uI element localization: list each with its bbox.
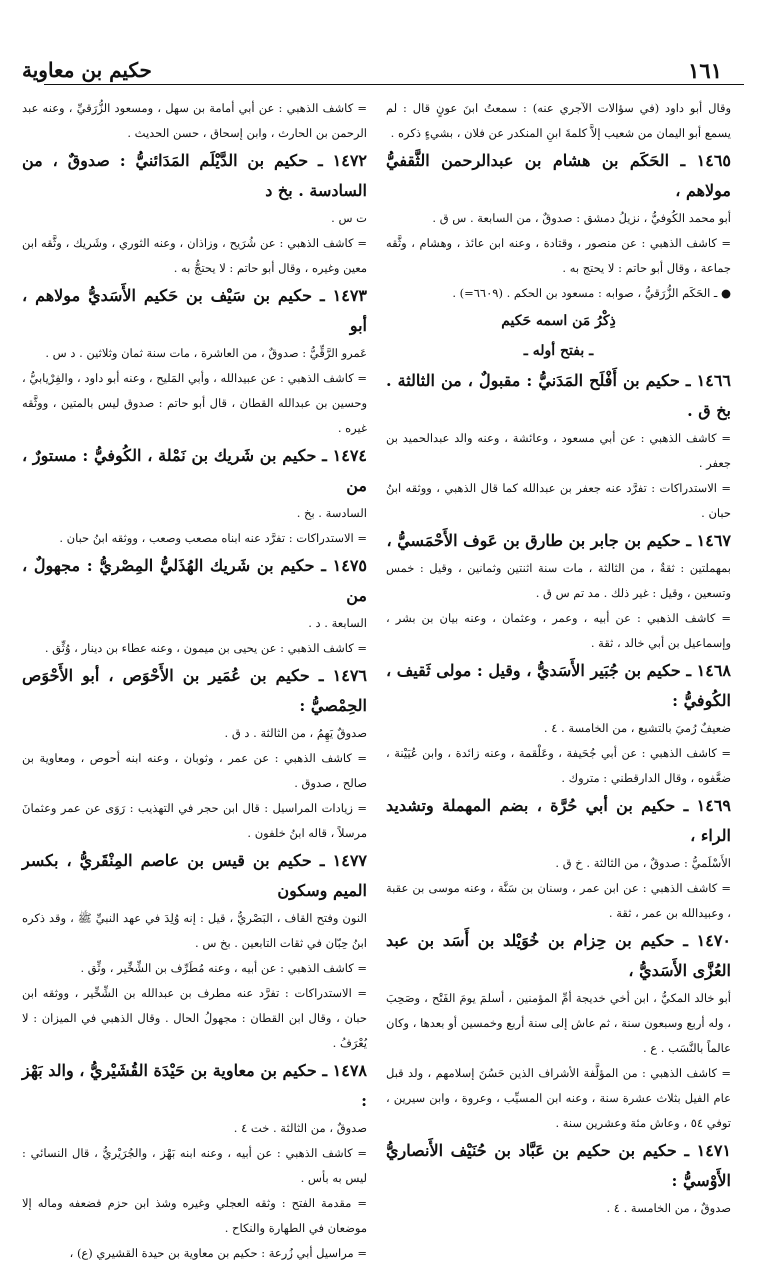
entry-text: وقال أبو داود (في سؤالات الآجري عنه) : سمعتُ ابنَ عونٍ قال : لم يسمع أبو اليمان من شعيب إلاَّ كلمةَ ابنِ المنكدر عن فلان ، بشيءٍ ذكره .	[386, 101, 731, 140]
entry-heading: ١٤٧٨ ـ حكيم بن معاوية بن حَيْدَة القُشَيْريُّ ، والد بَهْز :	[22, 1061, 367, 1110]
entry-text: صدوقٌ ، من الثالثة . خت ٤ .	[233, 1121, 367, 1135]
entry-heading: ١٤٦٧ ـ حكيم بن جابر بن طارق بن عَوف الأَحْمَسيُّ ،	[386, 531, 731, 550]
entry-heading: ١٤٧٥ ـ حكيم بن شَريك الهُذَليُّ المِصْريُّ : مجهولٌ ، من	[22, 556, 367, 605]
entry-heading: ١٤٦٩ ـ حكيم بن أبي حُرَّة ، بضم المهملة وتشديد الراء ،	[386, 796, 731, 845]
entry-text: ت س .	[331, 211, 367, 225]
entry-heading: ١٤٧٣ ـ حكيم بن سَيْف بن حَكيم الأَسَديُّ مولاهم ، أبو	[22, 286, 367, 335]
running-title: حكيم بن معاوية	[22, 58, 152, 82]
entry-text: = الاستدراكات : تفرَّد عنه ابناه مصعب وصعب ، ووثقه ابنُ حبان .	[59, 531, 367, 545]
entry-heading: ١٤٦٥ ـ الحَكَم بن هشام بن عبدالرحمن الثَّقفيُّ مولاهم ،	[386, 151, 731, 200]
entry-heading: ١٤٧٢ ـ حكيم بن الدَّيْلَم المَدَائنيُّ : صدوقٌ ، من السادسة . بخ د	[22, 151, 367, 200]
left-column	[22, 96, 367, 1266]
entry-text: = كاشف الذهبي : عن أبي مسعود ، وعائشة ، وعنه والد عبدالحميد بن جعفر .	[386, 431, 731, 470]
entry-text: النون وفتح القاف ، البَصْريُّ ، قيل : إنه وُلِدَ في عهد النبيِّ ﷺ ، وقد ذكره ابنُ حِبّان في ثقات التابعين . بخ س .	[22, 911, 367, 950]
entry-text: = كاشف الذهبي : عن أبيه ، وعنه ابنه بَهْز ، والجُرَيْريُّ ، قال النسائي : ليس به بأس .	[22, 1146, 367, 1185]
entry-text: صدوقٌ يَهِمُ ، من الثالثة . د ق .	[224, 726, 367, 740]
entry-text: السابعة . د .	[308, 616, 367, 630]
entry-text: = كاشف الذهبي : عن منصور ، وقتادة ، وعنه ابن عائذ ، وهشام ، وثَّقه جماعة ، وقال أبو حاتم : لا يحتج به .	[386, 236, 731, 275]
entry-text: = الاستدراكات : تفرَّد عنه جعفر بن عبدالله كما قال الذهبي ، ووثقه ابنُ حبان .	[386, 481, 731, 520]
header-rule	[44, 84, 744, 85]
entry-text: الأَسْلَميُّ : صدوقٌ ، من الثالثة . خ ق .	[555, 856, 731, 870]
entry-text: ● ـ الحَكَم الزُّرَقيُّ ، صوابه : مسعود بن الحكم . (٦٦٠٩=) .	[452, 286, 731, 300]
entry-text: = زيادات المراسيل : قال ابن حجر في التهذيب : رَوَى عن عمر وعثمانَ مرسلاً ، قاله ابنُ خلفون .	[22, 801, 367, 840]
entry-text: أبو خالد المكيُّ ، ابن أخي خديجة أمِّ المؤمنين ، أسلمَ يومَ الفَتْح ، وصَحِبَ ، وله أربع وسبعون سنة ، ثم عاش إلى سنة أربع وخمسين أو بعدها ، وكان عالماً بالنَّسَب . ع .	[386, 991, 731, 1055]
entry-text: = الاستدراكات : تفرَّد عنه مطرف بن عبدالله بن الشِّخِّير ، ووثقه ابن حبان ، وقال ابن القطان : مجهولُ الحال . وقال الذهبي في الميزان : لا يُعْرَفُ .	[22, 986, 367, 1050]
entry-text: عَمرو الرَّقِّيُّ : صدوقٌ ، من العاشرة ، مات سنة ثمان وثلاثين . د س .	[45, 346, 367, 360]
entry-text: = كاشف الذهبي : عن عمر ، وثوبان ، وعنه ابنه أحوص ، ومعاوية بن صالح ، صدوق .	[22, 751, 367, 790]
section-title: ذِكْرُ مَن اسمه حَكيم	[501, 313, 616, 329]
entry-text: أبو محمد الكُوفيُّ ، نزيلُ دمشق : صدوقٌ ، من السابعة . س ق .	[432, 211, 731, 225]
entry-text: بمهملتين : ثقةٌ ، من الثالثة ، مات سنة اثنتين وثمانين ، وقيل : خمس وتسعين ، وقيل : غير ذلك . مد تم س ق .	[386, 561, 731, 600]
entry-text: = كاشف الذهبي : عن أبي أمامة بن سهل ، ومسعود الزُّرَقيِّ ، وعنه عبد الرحمن بن الحارث ، وابن إسحاق ، حسن الحديث .	[22, 101, 367, 140]
entry-heading: ١٤٧٦ ـ حكيم بن عُمَير بن الأَحْوَص ، أبو الأَحْوَص الحِمْصيُّ :	[22, 666, 367, 715]
entry-text: = مقدمة الفتح : وثقه العجلي وغيره وشذ ابن حزم فضعفه وماله إلا موضعان في الطهارة والنكاح .	[22, 1196, 367, 1235]
section-title: ـ بفتح أوله ـ	[523, 343, 594, 359]
entry-text: = مراسيل أبي زُرعة : حكيم بن معاوية بن حيدة القشيري (ع) ،	[69, 1246, 367, 1260]
entry-heading: ١٤٧٧ ـ حكيم بن قيس بن عاصم المِنْقَريُّ ، بكسر الميم وسكون	[22, 851, 367, 900]
entry-text: = كاشف الذهبي : عن أبيه ، وعمر ، وعثمان ، وعنه بيان بن بشر ، وإسماعيل بن أبي خالد ، ثقة .	[386, 611, 731, 650]
entry-text: = كاشف الذهبي : عن عبيدالله ، وأبي المَليح ، وعنه أبو داود ، والفِرْيابيُّ ، وحسين بن عبدالله القطان ، قال أبو حاتم : صدوق ليس بالمتين ، ووثَّقه غيره .	[22, 371, 367, 435]
entry-heading: ١٤٦٨ ـ حكيم بن جُبَير الأَسَديُّ ، وقيل : مولى ثَقيف ، الكُوفيُّ :	[386, 661, 731, 710]
entry-heading: ١٤٧١ ـ حكيم بن حكيم بن عَبَّاد بن حُنَيْف الأَنصاريُّ الأَوْسيُّ :	[386, 1141, 731, 1190]
entry-text: = كاشف الذهبي : عن يحيى بن ميمون ، وعنه عطاء بن دينار ، وُثِّق .	[44, 641, 367, 655]
entry-text: = كاشف الذهبي : عن أبي جُحَيفة ، وعَلْقمة ، وعنه زائدة ، وابن عُيَيْنة ، ضعَّفوه ، وقال الدارقطني : متروك .	[386, 746, 731, 785]
entry-heading: ١٤٦٦ ـ حكيم بن أَفْلَح المَدَنيُّ : مقبولٌ ، من الثالثة . بخ ق .	[386, 371, 731, 420]
entry-text: = كاشف الذهبي : من المؤلَّفة الأشراف الذين حَسُنَ إسلامهم ، ولد قبل عام الفيل بثلاث عشرة سنة ، وعنه ابن المسيِّب ، وعروة ، وابن سيرين ، توفي ٥٤ ، وعاش مئة وعشرين سنة .	[386, 1066, 731, 1130]
entry-text: السادسة . بخ .	[296, 506, 367, 520]
entry-text: = كاشف الذهبي : عن ابن عمر ، وسنان بن سَنَّة ، وعنه موسى بن عقبة ، وعبيدالله بن عمر ، ثقة .	[386, 881, 731, 920]
page-header	[22, 58, 722, 88]
entry-text: صدوقٌ ، من الخامسة . ٤ .	[606, 1201, 731, 1215]
entry-text: = كاشف الذهبي : عن أبيه ، وعنه مُطَرِّف بن الشِّخِّير ، وثِّق .	[80, 961, 367, 975]
right-column	[386, 96, 731, 1221]
entry-text: ضعيفٌ رُميَ بالتشيع ، من الخامسة . ٤ .	[543, 721, 731, 735]
entry-heading: ١٤٧٤ ـ حكيم بن شَريك بن نَمْلة ، الكُوفيُّ : مستورٌ ، من	[22, 446, 367, 495]
page-number: ١٦١	[688, 58, 722, 83]
entry-heading: ١٤٧٠ ـ حكيم بن حِزام بن خُوَيْلد بن أَسَد بن عبد العُزَّى الأَسَديُّ ،	[386, 931, 731, 980]
entry-text: = كاشف الذهبي : عن شُرَيح ، وزاذان ، وعنه الثوري ، وشَريك ، وثَّقه ابن معين وغيره ، وقال أبو حاتم : لا يحتجُّ به .	[22, 236, 367, 275]
